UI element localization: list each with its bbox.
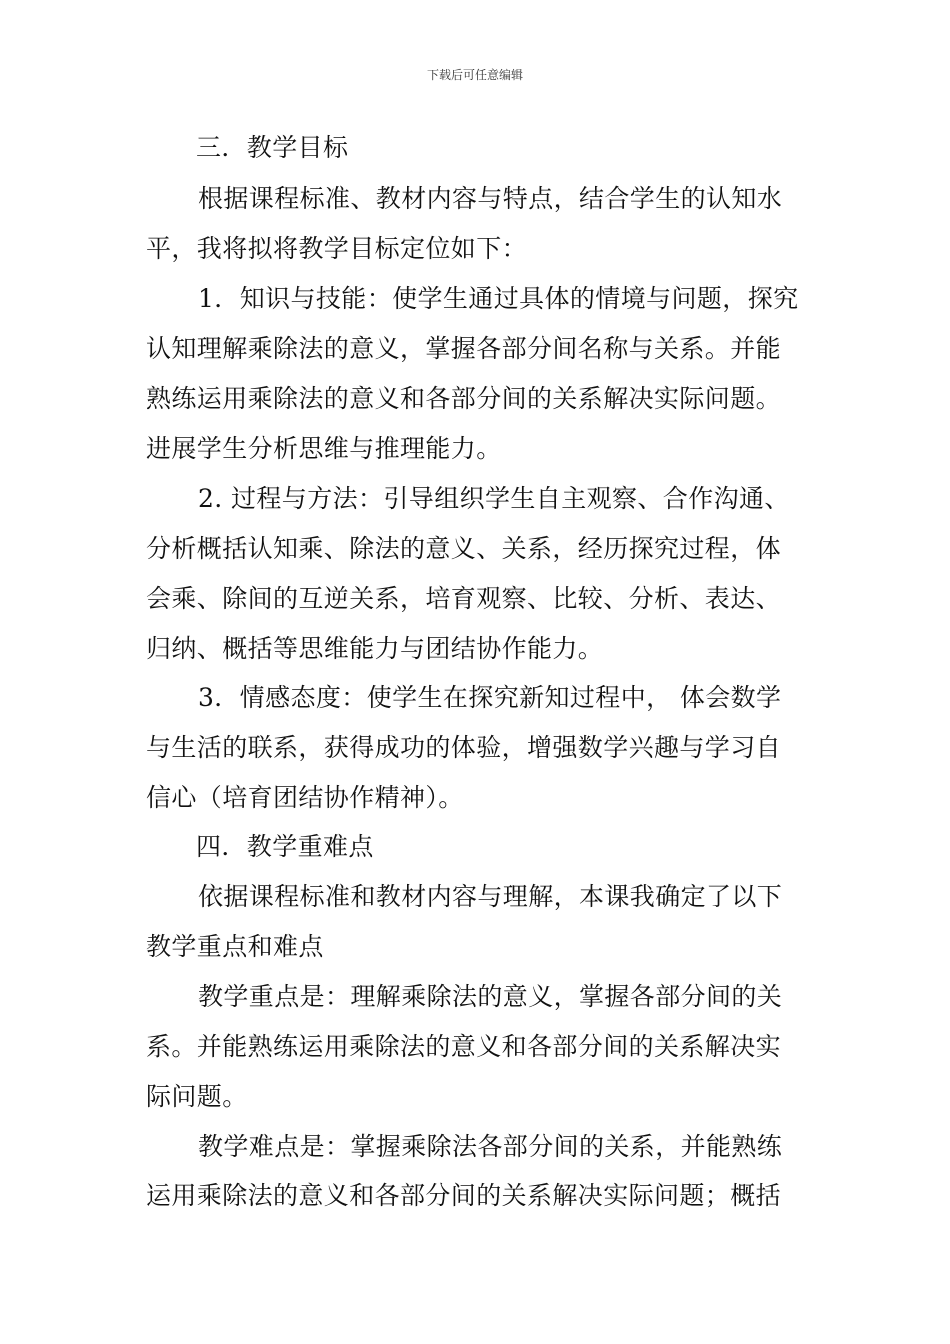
paragraph-line: 教学重点和难点 <box>146 932 324 961</box>
paragraph-line: 根据课程标准、教材内容与特点，结合学生的认知水 <box>198 184 783 213</box>
paragraph-line: 熟练运用乘除法的意义和各部分间的关系解决实际问题。 <box>146 384 782 413</box>
page-header: 下载后可任意编辑 <box>426 68 523 82</box>
paragraph-line: 际问题。 <box>146 1082 248 1111</box>
paragraph-line: 教学重点是：理解乘除法的意义，掌握各部分间的关 <box>198 982 783 1011</box>
paragraph-line: 会乘、除间的互逆关系，培育观察、比较、分析、表达、 <box>146 584 782 613</box>
paragraph-line: 3．情感态度：使学生在探究新知过程中， 体会数学 <box>198 683 782 712</box>
paragraph-line: 教学难点是：掌握乘除法各部分间的关系，并能熟练 <box>198 1132 783 1161</box>
paragraph-line: 认知理解乘除法的意义，掌握各部分间名称与关系。并能 <box>146 334 782 363</box>
paragraph-line: 进展学生分析思维与推理能力。 <box>146 434 502 463</box>
paragraph-line: 系。并能熟练运用乘除法的意义和各部分间的关系解决实 <box>146 1032 782 1061</box>
paragraph-line: 依据课程标准和教材内容与理解，本课我确定了以下 <box>198 882 783 911</box>
paragraph-line: 与生活的联系，获得成功的体验，增强数学兴趣与学习自 <box>146 733 782 762</box>
paragraph-line: 归纳、概括等思维能力与团结协作能力。 <box>146 634 604 663</box>
section-4-heading: 四．教学重难点 <box>196 832 374 861</box>
paragraph-line: 信心（培育团结协作精神）。 <box>146 783 464 812</box>
section-3-heading: 三．教学目标 <box>196 133 349 162</box>
paragraph-line: 1．知识与技能：使学生通过具体的情境与问题，探究 <box>198 284 799 313</box>
paragraph-line: 2. 过程与方法：引导组织学生自主观察、合作沟通、 <box>198 484 790 513</box>
paragraph-line: 运用乘除法的意义和各部分间的关系解决实际问题；概括 <box>146 1181 782 1210</box>
paragraph-line: 分析概括认知乘、除法的意义、关系，经历探究过程，体 <box>146 534 782 563</box>
paragraph-line: 平，我将拟将教学目标定位如下： <box>146 234 528 263</box>
